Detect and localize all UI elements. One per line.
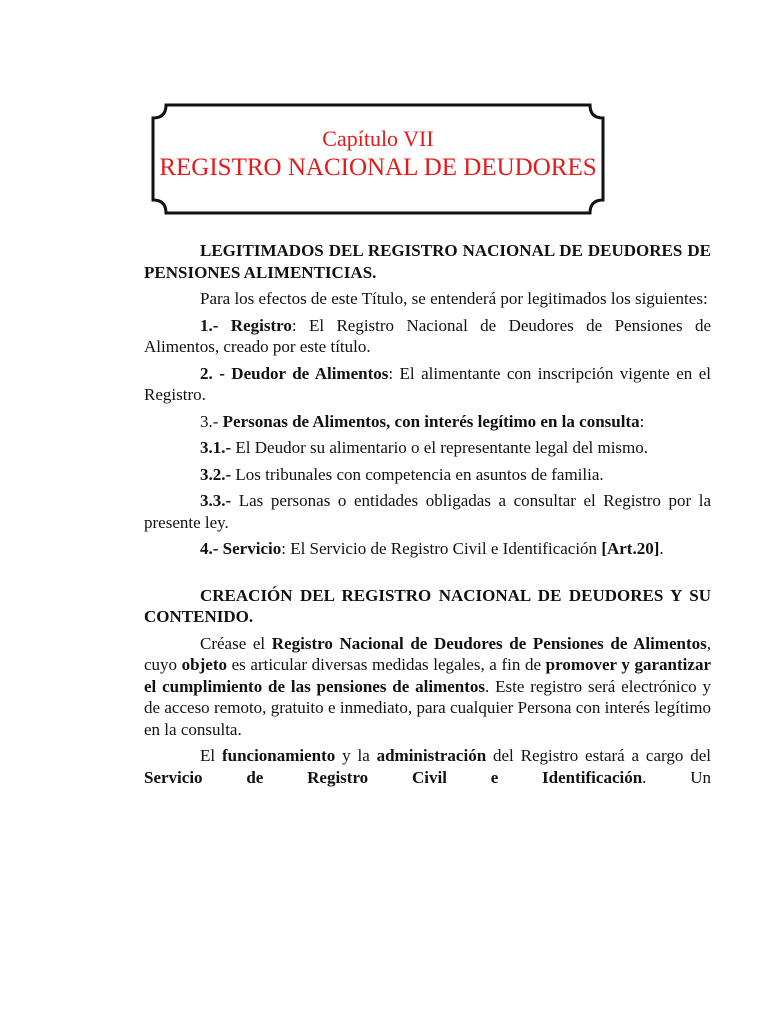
text-run: y la [335,746,377,765]
item-text: Las personas o entidades obligadas a consultar el Registro por la presente ley. [144,491,711,532]
item-tail: . [659,539,664,558]
item-number: 4.- [200,539,223,558]
bold-run: Servicio de Registro Civil e Identificación [144,767,643,787]
item-text: : El Servicio de Registro Civil e Identificación [281,539,602,558]
text-run: . Este registro será electrónico y de acceso remoto, gratuito e inmediato, para cualquier Persona con interés legítimo en la consulta. [144,676,712,739]
item-text: El Deudor su alimentario o el representante legal del mismo. [235,438,649,457]
chapter-label: Capítulo VII [322,126,434,151]
text-run: , cuyo [144,633,711,674]
creation-paragraph [144,633,711,741]
item-term: Registro [230,315,292,335]
list-item [144,437,711,459]
bold-run: promover y garantizar el cumplimiento de las pensiones de alimentos [144,655,711,696]
bold-run: funcionamiento [221,746,336,765]
item-term: Deudor de Alimentos [231,363,389,383]
list-item [144,464,711,486]
bold-run: administración [376,746,487,765]
text-run: Créase el [200,633,272,653]
item-number: 1.- [200,315,231,335]
chapter-title: REGISTRO NACIONAL DE DEUDORES [159,154,597,181]
bold-run: objeto [181,655,227,674]
item-term: Personas de Alimentos, con interés legítimo en la consulta [222,411,640,431]
item-number: 3.- [200,411,223,431]
list-item [144,490,711,533]
item-text: : El Registro Nacional de Deudores de Pensiones de Alimentos, creado por este título. [144,315,711,356]
section-heading-legitimados: LEGITIMADOS DEL REGISTRO NACIONAL DE DEUDORES DE PENSIONES ALIMENTICIAS. [144,241,711,282]
item-text: Los tribunales con competencia en asuntos de familia. [235,464,604,484]
article-reference: [Art.20] [601,539,660,558]
intro-paragraph: Para los efectos de este Título, se entenderá por legitimados los siguientes: [200,289,708,308]
bold-run: Registro Nacional de Deudores de Pensiones de Alimentos [271,633,707,653]
document-body [144,240,711,793]
list-item [144,538,711,560]
administration-paragraph [144,745,711,788]
text-run: . Un [642,767,711,787]
item-number: 3.1.- [200,438,236,457]
chapter-title-frame [150,102,606,216]
item-text: : [639,411,645,431]
section-heading-creacion: CREACIÓN DEL REGISTRO NACIONAL DE DEUDORES Y SU CONTENIDO. [144,585,711,626]
item-number: 3.2.- [200,464,236,484]
list-item [144,363,711,406]
text-run: es articular diversas medidas legales, a fin de [227,655,546,674]
item-text: : El alimentante con inscripción vigente en el Registro. [144,363,711,404]
item-term: Servicio [222,539,282,558]
item-number: 2. - [200,363,232,383]
list-item [144,411,711,433]
item-number: 3.3.- [200,491,239,510]
list-item [144,315,711,358]
text-run: El [200,746,222,765]
text-run: del Registro estará a cargo del [486,746,711,765]
